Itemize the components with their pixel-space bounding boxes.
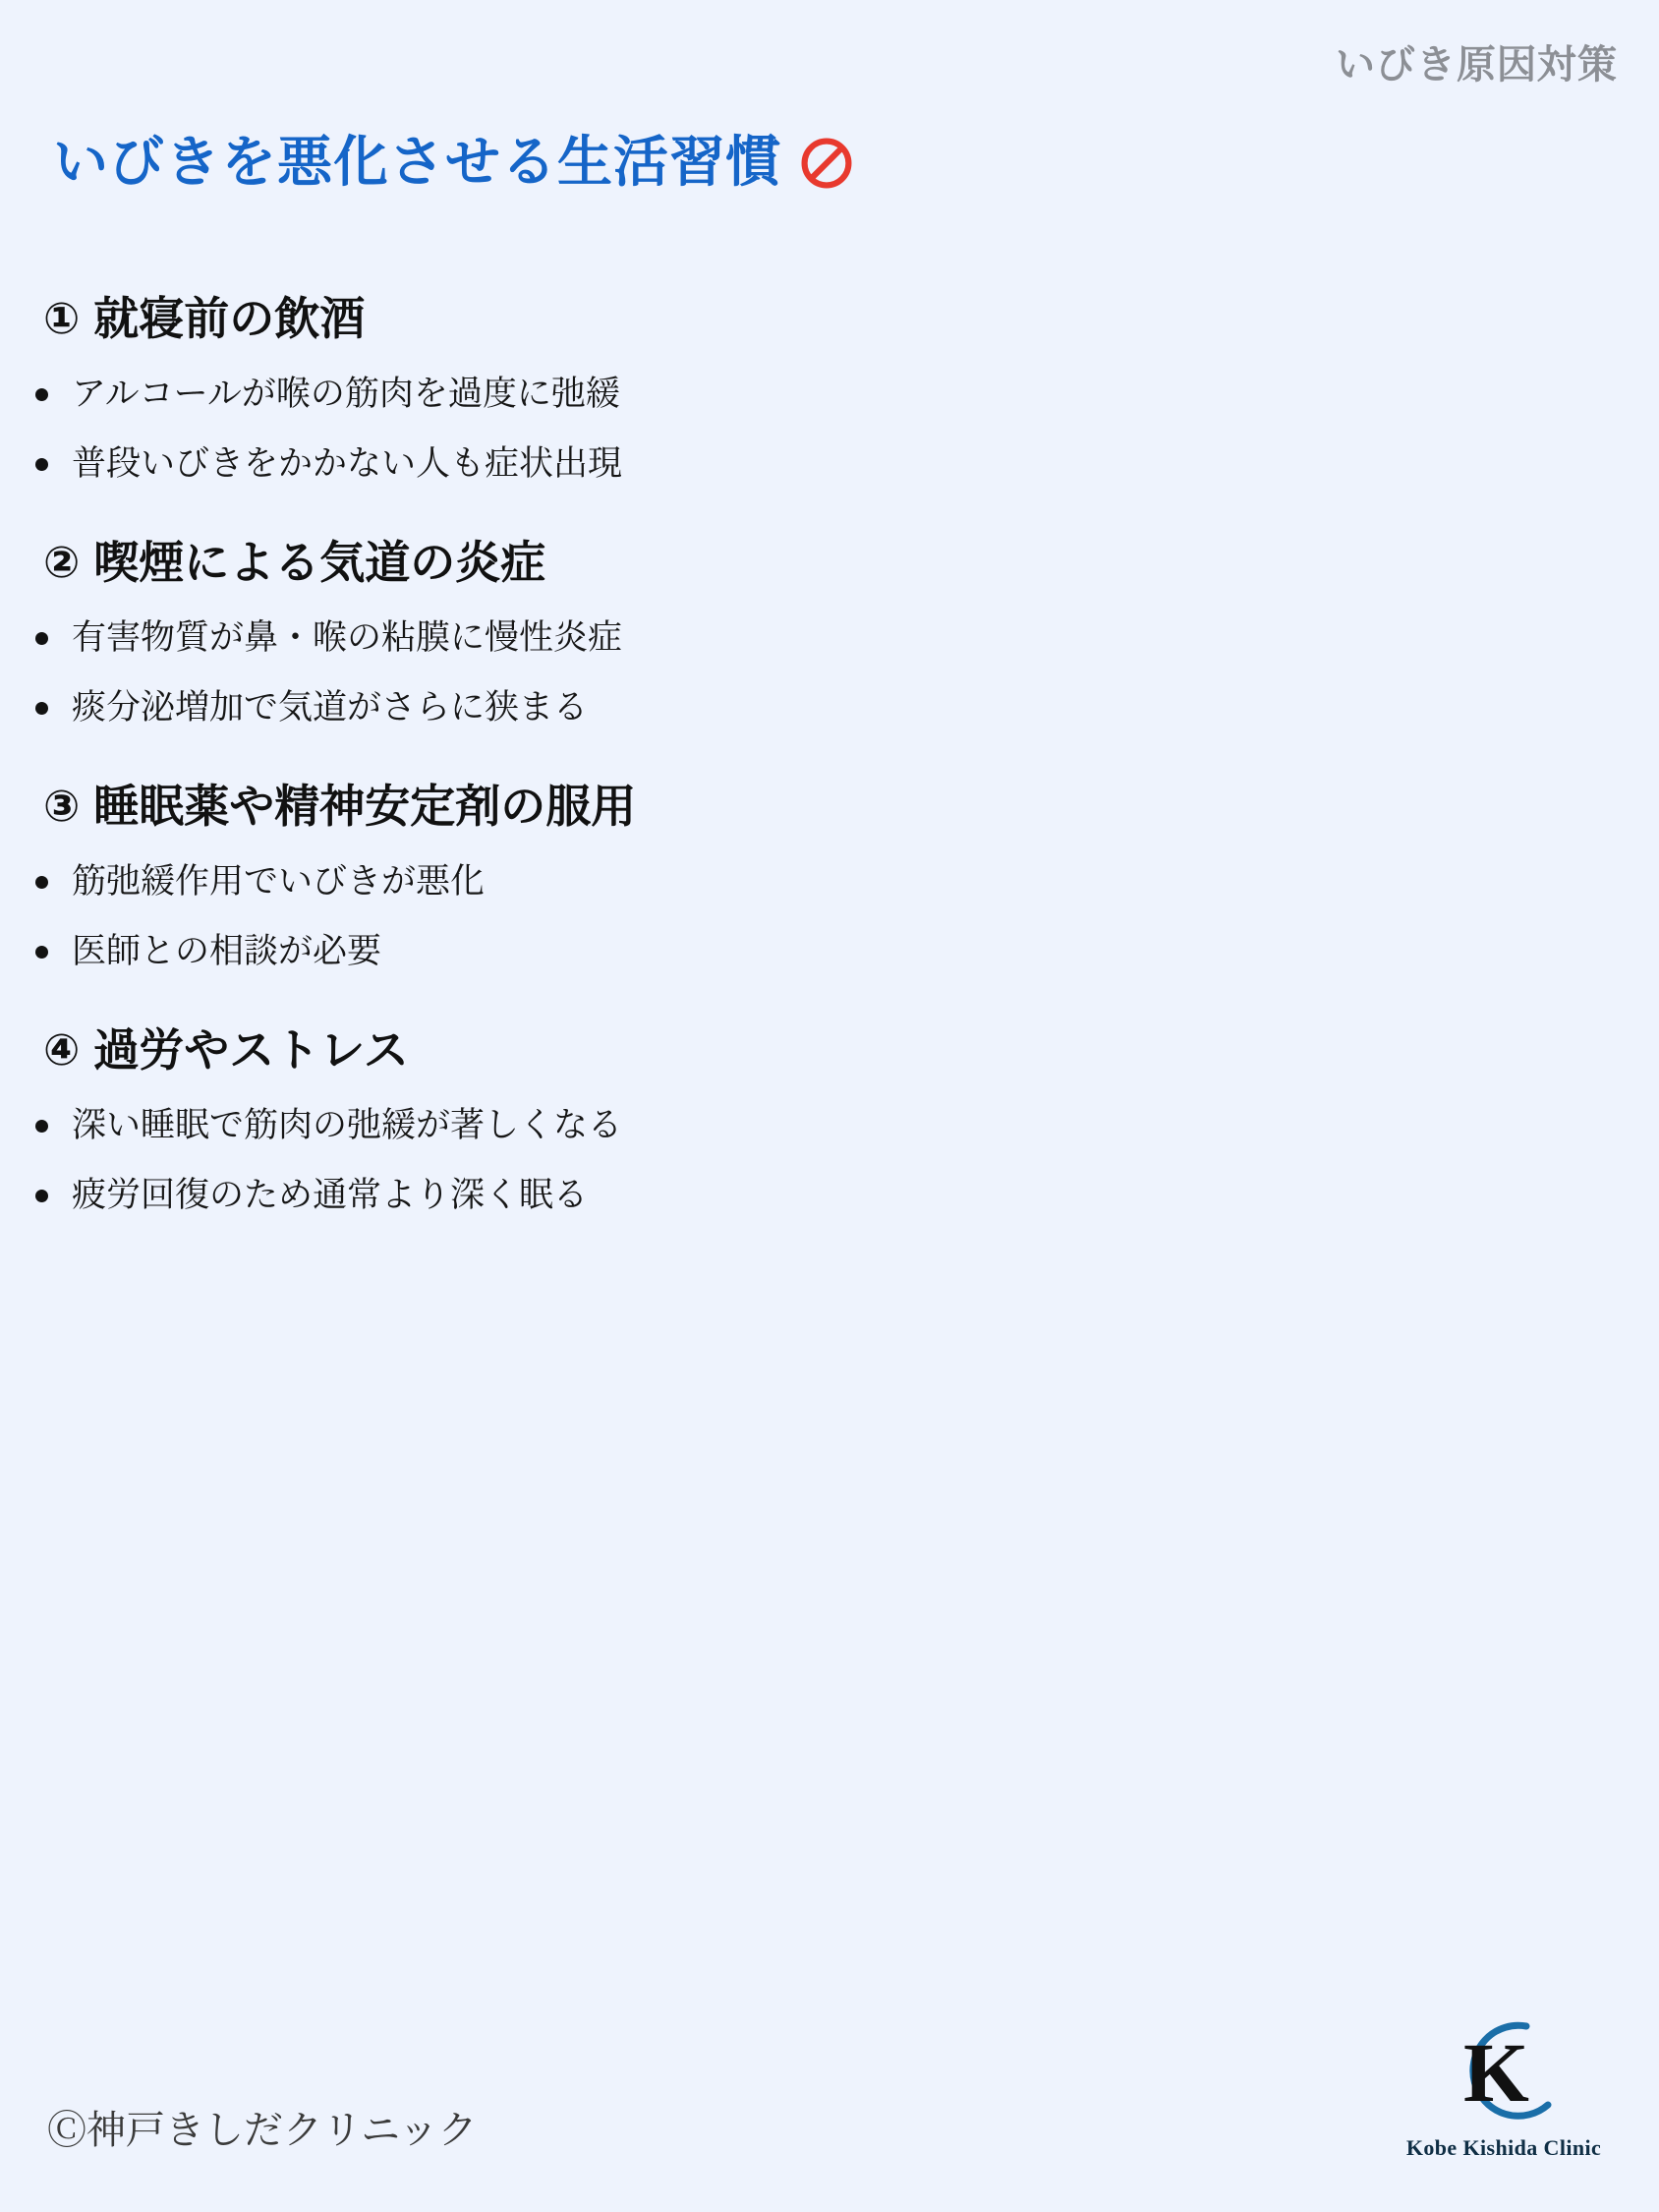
list-item-text: アルコールが喉の筋肉を過度に弛緩 (72, 374, 620, 414)
section-heading (0, 1005, 1659, 1091)
prohibition-icon (799, 136, 854, 191)
list-item-text: 有害物質が鼻・喉の粘膜に慢性炎症 (72, 617, 623, 658)
bullet-dot-icon (35, 702, 48, 715)
svg-text:K: K (1463, 2025, 1529, 2120)
list-item-text: 普段いびきをかかない人も症状出現 (72, 443, 623, 484)
section-number: ③ (43, 781, 81, 832)
section-bullets (0, 847, 1659, 1002)
bullet-dot-icon (35, 1120, 48, 1133)
section-4 (0, 1005, 1659, 1245)
section-heading (0, 761, 1659, 847)
bullet-dot-icon (35, 388, 48, 401)
list-item (0, 430, 1659, 499)
section-2 (0, 517, 1659, 757)
list-item-text: 筋弛緩作用でいびきが悪化 (72, 861, 486, 902)
list-item (0, 1161, 1659, 1231)
list-item (0, 847, 1659, 917)
list-item (0, 360, 1659, 430)
section-title: 睡眠薬や精神安定剤の服用 (93, 780, 637, 833)
section-number: ① (43, 293, 81, 344)
page-title (53, 131, 854, 195)
list-item (0, 1091, 1659, 1161)
page-title-text: いびきを悪化させる生活習慣 (53, 131, 781, 195)
kobe-kishida-clinic-logo-icon (1430, 2010, 1577, 2133)
section-1 (0, 273, 1659, 513)
section-number: ④ (43, 1024, 81, 1076)
bullet-dot-icon (35, 632, 48, 645)
list-item-text: 深い睡眠で筋肉の弛緩が著しくなる (72, 1105, 623, 1145)
list-item (0, 673, 1659, 743)
bullet-dot-icon (35, 946, 48, 959)
header-tag: いびき原因対策 (1336, 42, 1618, 87)
section-bullets (0, 360, 1659, 514)
section-number: ② (43, 537, 81, 588)
bullet-dot-icon (35, 458, 48, 471)
section-title: 就寝前の飲酒 (93, 292, 366, 345)
list-item (0, 604, 1659, 673)
bullet-dot-icon (35, 1190, 48, 1202)
bullet-dot-icon (35, 876, 48, 889)
clinic-logo (1396, 2010, 1612, 2161)
section-heading (0, 517, 1659, 604)
section-3 (0, 761, 1659, 1001)
section-title: 喫煙による気道の炎症 (93, 536, 546, 589)
list-item-text: 疲労回復のため通常より深く眠る (72, 1175, 589, 1215)
clinic-logo-text: Kobe Kishida Clinic (1405, 2135, 1602, 2160)
list-item-text: 医師との相談が必要 (72, 931, 382, 971)
section-bullets (0, 604, 1659, 758)
list-item (0, 917, 1659, 987)
section-bullets (0, 1091, 1659, 1246)
sections-list (0, 273, 1659, 1249)
copyright-text: Ⓒ神戸きしだクリニック (47, 2108, 478, 2153)
section-title: 過労やストレス (93, 1023, 409, 1077)
list-item-text: 痰分泌増加で気道がさらに狭まる (72, 687, 589, 728)
section-heading (0, 273, 1659, 360)
